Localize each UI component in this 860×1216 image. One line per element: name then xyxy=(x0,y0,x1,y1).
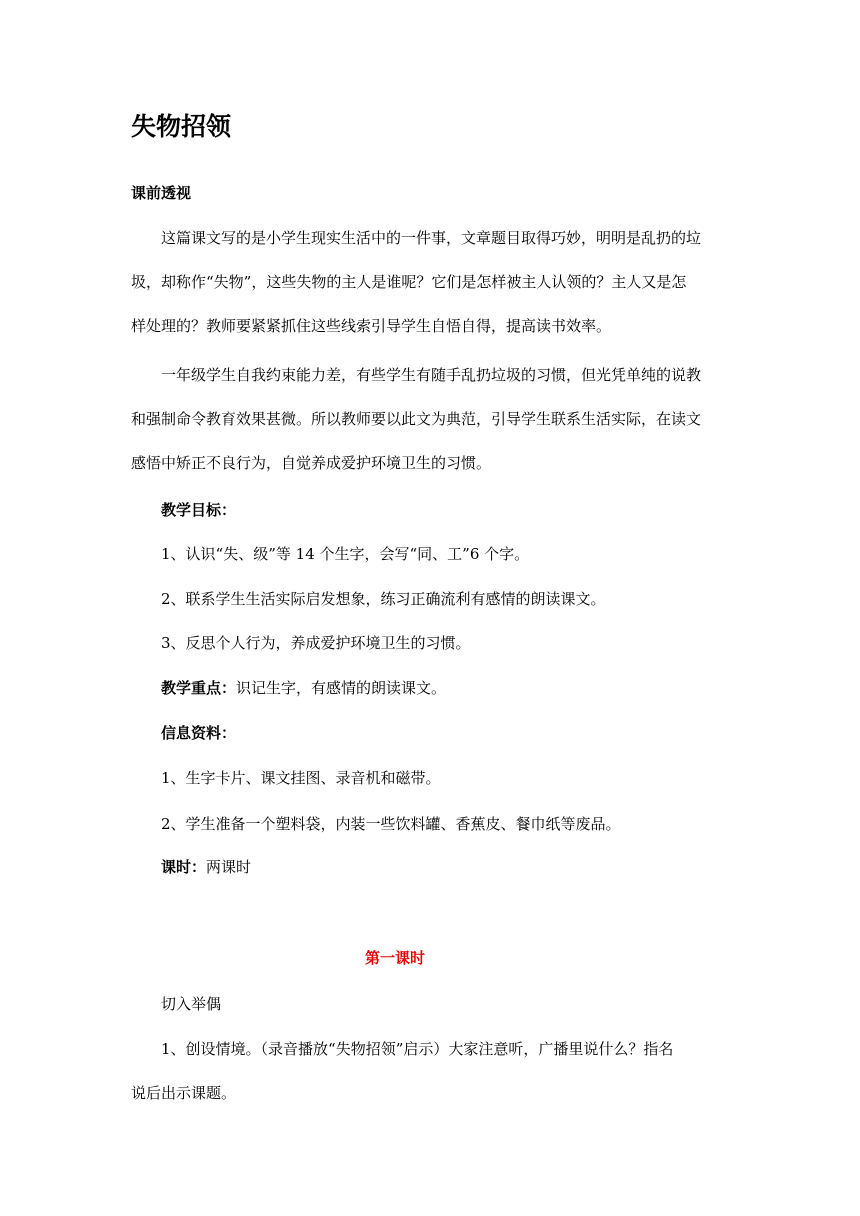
lesson-title: 第一课时 xyxy=(364,949,425,967)
paragraph-1-line-3: 样处理的？教师要紧紧抓住这些线索引导学生自悟自得，提高读书效率。 xyxy=(131,317,612,335)
step-1-line-2: 说后出示课题。 xyxy=(131,1084,237,1102)
document-title: 失物招领 xyxy=(131,112,232,141)
info-item-1: 1、生字卡片、课文挂图、录音机和磁带。 xyxy=(161,769,441,787)
section-heading-preview: 课前透视 xyxy=(131,184,192,202)
goal-item-2: 2、联系学生生活实际启发想象，练习正确流利有感情的朗读课文。 xyxy=(161,590,606,608)
hours-label: 课时： xyxy=(161,858,207,876)
section-heading-intro: 切入举偶 xyxy=(161,995,222,1013)
info-item-2: 2、学生准备一个塑料袋，内装一些饮料罐、香蕉皮、餐巾纸等废品。 xyxy=(161,815,621,833)
paragraph-2-line-1: 一年级学生自我约束能力差，有些学生有随手乱扔垃圾的习惯，但光凭单纯的说教 xyxy=(161,366,702,384)
section-heading-info: 信息资料： xyxy=(161,724,237,742)
goal-item-1: 1、认识“失、级”等 14 个生字，会写“同、工”6 个字。 xyxy=(161,545,530,563)
focus-text: 识记生字，有感情的朗读课文。 xyxy=(236,679,447,697)
focus-label: 教学重点： xyxy=(161,679,237,697)
paragraph-1-line-2: 圾，却称作“失物”，这些失物的主人是谁呢？它们是怎样被主人认领的？主人又是怎 xyxy=(131,273,687,291)
paragraph-1-line-1: 这篇课文写的是小学生现实生活中的一件事，文章题目取得巧妙，明明是乱扔的垃 xyxy=(161,229,702,247)
hours-line xyxy=(161,855,251,879)
hours-text: 两课时 xyxy=(206,858,252,876)
section-heading-goals: 教学目标： xyxy=(161,501,237,519)
step-1-line-1: 1、创设情境。（录音播放“失物招领”启示）大家注意听，广播里说什么？指名 xyxy=(161,1040,674,1058)
goal-item-3: 3、反思个人行为，养成爱护环境卫生的习惯。 xyxy=(161,634,471,652)
paragraph-2-line-3: 感悟中矫正不良行为，自觉养成爱护环境卫生的习惯。 xyxy=(131,454,492,472)
paragraph-2-line-2: 和强制命令教育效果甚微。所以教师要以此文为典范，引导学生联系生活实际，在读文 xyxy=(131,410,702,428)
focus-line xyxy=(161,676,446,700)
